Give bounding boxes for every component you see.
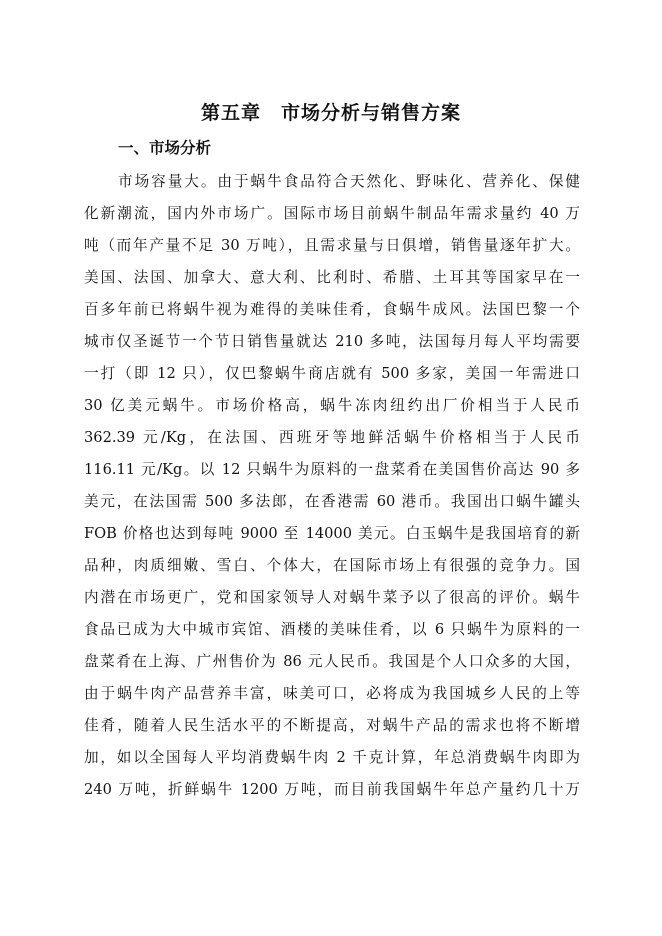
body-line: 城市仅圣诞节一个节日销售量就达 210 多吨，法国每月每人平均需要 bbox=[84, 333, 580, 350]
body-line: 240 万吨，折鲜蜗牛 1200 万吨，而目前我国蜗牛年总产量约几十万 bbox=[84, 781, 580, 798]
body-line: 百多年前已将蜗牛视为难得的美味佳肴，食蜗牛成风。法国巴黎一个 bbox=[84, 301, 580, 318]
body-line: 由于蜗牛肉产品营养丰富，味美可口，必将成为我国城乡人民的上等 bbox=[84, 685, 580, 702]
body-line: 美元，在法国需 500 多法郎，在香港需 60 港币。我国出口蜗牛罐头 bbox=[84, 493, 580, 510]
body-line: 化新潮流，国内外市场广。国际市场目前蜗牛制品年需求量约 40 万 bbox=[84, 205, 580, 222]
body-line: 美国、法国、加拿大、意大利、比利时、希腊、土耳其等国家早在一 bbox=[84, 269, 580, 286]
body-line: FOB 价格也达到每吨 9000 至 14000 美元。白玉蜗牛是我国培育的新 bbox=[84, 525, 580, 542]
body-line: 一打（即 12 只），仅巴黎蜗牛商店就有 500 多家，美国一年需进口 bbox=[84, 365, 580, 382]
body-line: 佳肴，随着人民生活水平的不断提高，对蜗牛产品的需求也将不断增 bbox=[84, 717, 580, 734]
body-line: 加，如以全国每人平均消费蜗牛肉 2 千克计算，年总消费蜗牛肉即为 bbox=[84, 749, 580, 766]
body-line: 吨（而年产量不足 30 万吨），且需求量与日俱增，销售量逐年扩大。 bbox=[84, 237, 580, 254]
body-line: 362.39 元/Kg，在法国、西班牙等地鲜活蜗牛价格相当于人民币 bbox=[84, 429, 580, 446]
body-line: 品种，肉质细嫩、雪白、个体大，在国际市场上有很强的竞争力。国 bbox=[84, 557, 580, 574]
body-line: 30 亿美元蜗牛。市场价格高，蜗牛冻肉纽约出厂价相当于人民币 bbox=[84, 397, 580, 414]
body-line: 内潜在市场更广，党和国家领导人对蜗牛菜予以了很高的评价。蜗牛 bbox=[84, 589, 580, 606]
body-line: 市场容量大。由于蜗牛食品符合天然化、野味化、营养化、保健 bbox=[118, 173, 580, 190]
body-line: 食品已成为大中城市宾馆、酒楼的美味佳肴，以 6 只蜗牛为原料的一 bbox=[84, 621, 580, 638]
body-line: 盘菜肴在上海、广州售价为 86 元人民币。我国是个人口众多的大国， bbox=[84, 653, 580, 670]
chapter-title: 第五章 市场分析与销售方案 bbox=[200, 102, 461, 124]
section-heading: 一、市场分析 bbox=[118, 139, 212, 157]
body-line: 116.11 元/Kg。以 12 只蜗牛为原料的一盘菜肴在美国售价高达 90 多 bbox=[84, 461, 580, 478]
